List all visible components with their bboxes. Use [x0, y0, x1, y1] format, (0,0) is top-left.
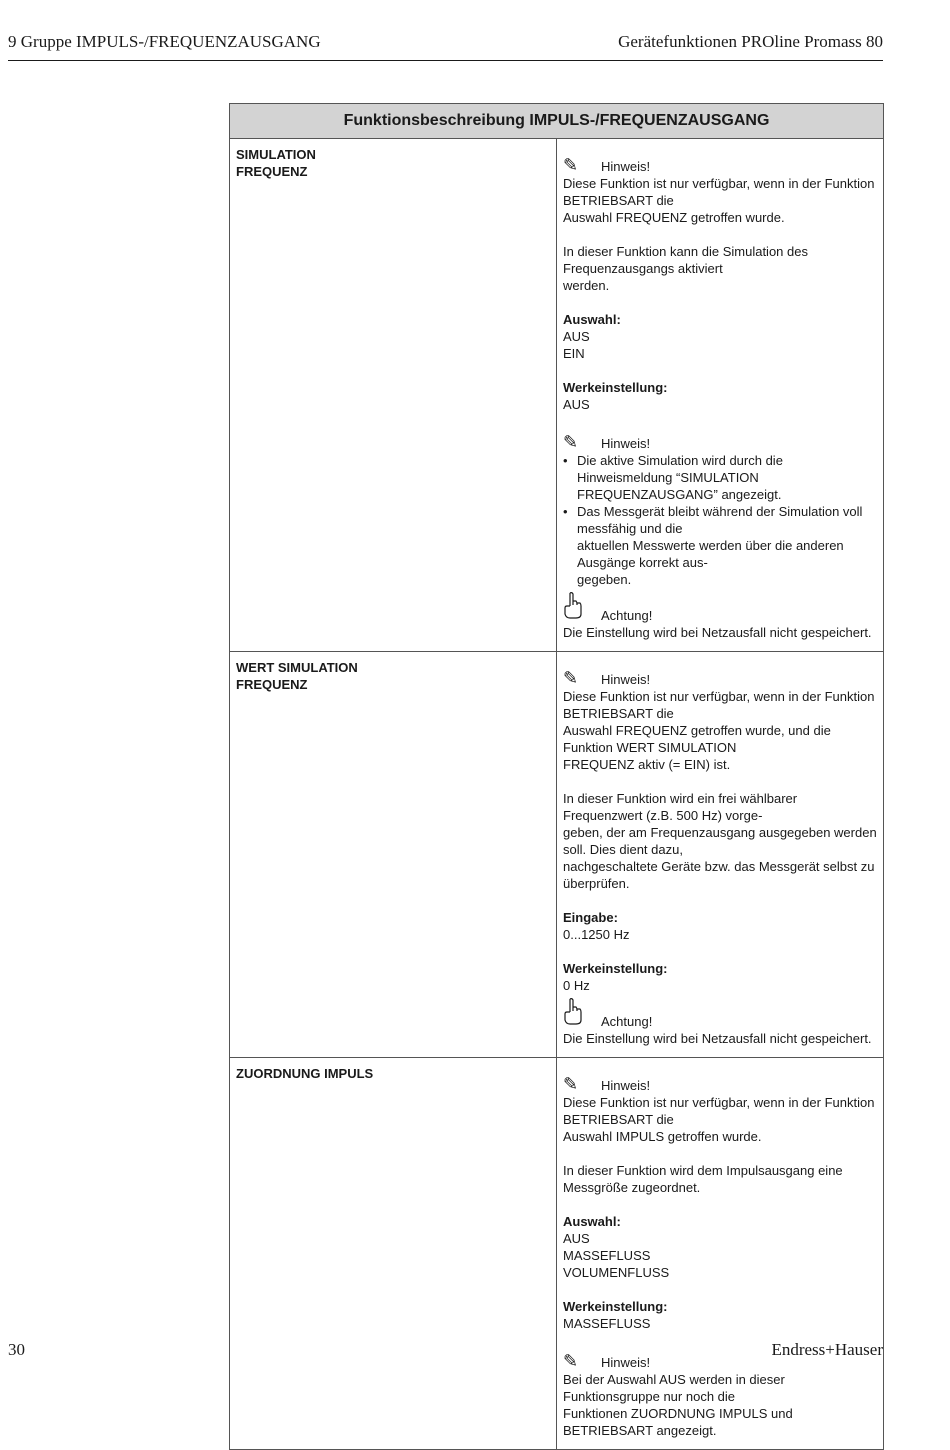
page-number: 30 [8, 1340, 25, 1359]
function-description-cell [557, 1058, 884, 1450]
text-line: In dieser Funktion wird ein frei wählbarer Frequenzwert (z.B. 500 Hz) vorge- [563, 791, 798, 823]
note-bullet-list [563, 452, 877, 588]
text-line: geben, der am Frequenzausgang ausgegeben werden soll. Dies dient dazu, [563, 825, 877, 857]
note-heading [563, 153, 877, 175]
default-value: MASSEFLUSS [563, 1316, 651, 1331]
input-label: Eingabe: [563, 910, 618, 925]
warning-title: Achtung! [601, 1014, 653, 1029]
pencil-icon: ✎ [563, 668, 579, 688]
pencil-icon: ✎ [563, 155, 579, 175]
text-line: In dieser Funktion kann die Simulation des Frequenzausgangs aktiviert [563, 244, 808, 276]
note-heading [563, 430, 877, 452]
note-heading [563, 1072, 877, 1094]
function-name-line: ZUORDNUNG IMPULS [236, 1066, 374, 1081]
pointing-hand-icon [563, 592, 601, 624]
list-item [563, 503, 877, 588]
default-label: Werkeinstellung: [563, 380, 668, 395]
text-line: nachgeschaltete Geräte bzw. das Messgerät selbst zu überprüfen. [563, 859, 875, 891]
brand-name: Endress+Hauser [771, 1340, 883, 1359]
options-label: Auswahl: [563, 312, 621, 327]
text-line: Diese Funktion ist nur verfügbar, wenn in der Funktion BETRIEBSART die [563, 1095, 875, 1127]
note-title: Hinweis! [601, 159, 651, 174]
function-name-line: FREQUENZ [236, 164, 308, 179]
warning-heading [563, 588, 877, 624]
default-value: AUS [563, 397, 590, 412]
note-heading [563, 666, 877, 688]
note-title: Hinweis! [601, 1078, 651, 1093]
function-name-cell [230, 1058, 557, 1450]
text-line: gegeben. [577, 572, 632, 587]
function-description-cell [557, 139, 884, 652]
function-name-line: WERT SIMULATION [236, 660, 358, 675]
section-title: 9 Gruppe IMPULS-/FREQUENZAUSGANG [8, 32, 321, 51]
list-item [563, 452, 877, 503]
input-range: 0...1250 Hz [563, 927, 630, 942]
pencil-icon: ✎ [563, 1074, 579, 1094]
warning-text: Die Einstellung wird bei Netzausfall nicht gespeichert. [563, 625, 872, 640]
option-item: MASSEFLUSS [563, 1248, 651, 1263]
text-line: FREQUENZAUSGANG” angezeigt. [577, 487, 782, 502]
warning-heading [563, 994, 877, 1030]
function-name-cell [230, 652, 557, 1058]
text-line: Funktionen ZUORDNUNG IMPULS und BETRIEBSART angezeigt. [563, 1406, 793, 1438]
document-title: Gerätefunktionen PROline Promass 80 [618, 32, 883, 51]
function-description-table [229, 103, 884, 1450]
pointing-hand-icon [563, 998, 601, 1030]
table-header-row [230, 104, 884, 139]
text-line: Diese Funktion ist nur verfügbar, wenn in der Funktion BETRIEBSART die [563, 176, 875, 208]
warning-title: Achtung! [601, 608, 653, 623]
text-line: Auswahl FREQUENZ getroffen wurde, und die Funktion WERT SIMULATION [563, 723, 831, 755]
note-title: Hinweis! [601, 672, 651, 687]
function-name-cell [230, 139, 557, 652]
pencil-icon: ✎ [563, 432, 579, 452]
option-item: EIN [563, 346, 585, 361]
table-row [230, 1058, 884, 1450]
text-line: aktuellen Messwerte werden über die anderen Ausgänge korrekt aus- [577, 538, 844, 570]
pencil-icon: ✎ [563, 1351, 579, 1371]
function-description-cell [557, 652, 884, 1058]
table-row [230, 139, 884, 652]
text-line: Auswahl IMPULS getroffen wurde. [563, 1129, 762, 1144]
default-value: 0 Hz [563, 978, 590, 993]
default-label: Werkeinstellung: [563, 1299, 668, 1314]
text-line: • Das Messgerät bleibt während der Simulation voll messfähig und die [577, 504, 863, 536]
text-line: Auswahl FREQUENZ getroffen wurde. [563, 210, 785, 225]
option-item: AUS [563, 1231, 590, 1246]
warning-text: Die Einstellung wird bei Netzausfall nicht gespeichert. [563, 1031, 872, 1046]
option-item: VOLUMENFLUSS [563, 1265, 670, 1280]
text-line: In dieser Funktion wird dem Impulsausgang eine Messgröße zugeordnet. [563, 1163, 843, 1195]
text-line: FREQUENZ aktiv (= EIN) ist. [563, 757, 731, 772]
default-label: Werkeinstellung: [563, 961, 668, 976]
text-line: • Die aktive Simulation wird durch die Hinweismeldung “SIMULATION [577, 453, 783, 485]
table-title: Funktionsbeschreibung IMPULS-/FREQUENZAUSGANG [230, 104, 884, 139]
function-name-line: FREQUENZ [236, 677, 308, 692]
text-line: Diese Funktion ist nur verfügbar, wenn in der Funktion BETRIEBSART die [563, 689, 875, 721]
option-item: AUS [563, 329, 590, 344]
page-header [8, 32, 883, 61]
table-row [230, 652, 884, 1058]
text-line: Bei der Auswahl AUS werden in dieser Funktionsgruppe nur noch die [563, 1372, 785, 1404]
function-name-line: SIMULATION [236, 147, 316, 162]
options-label: Auswahl: [563, 1214, 621, 1229]
text-line: werden. [563, 278, 610, 293]
note-title: Hinweis! [601, 436, 651, 451]
note-title: Hinweis! [601, 1355, 651, 1370]
